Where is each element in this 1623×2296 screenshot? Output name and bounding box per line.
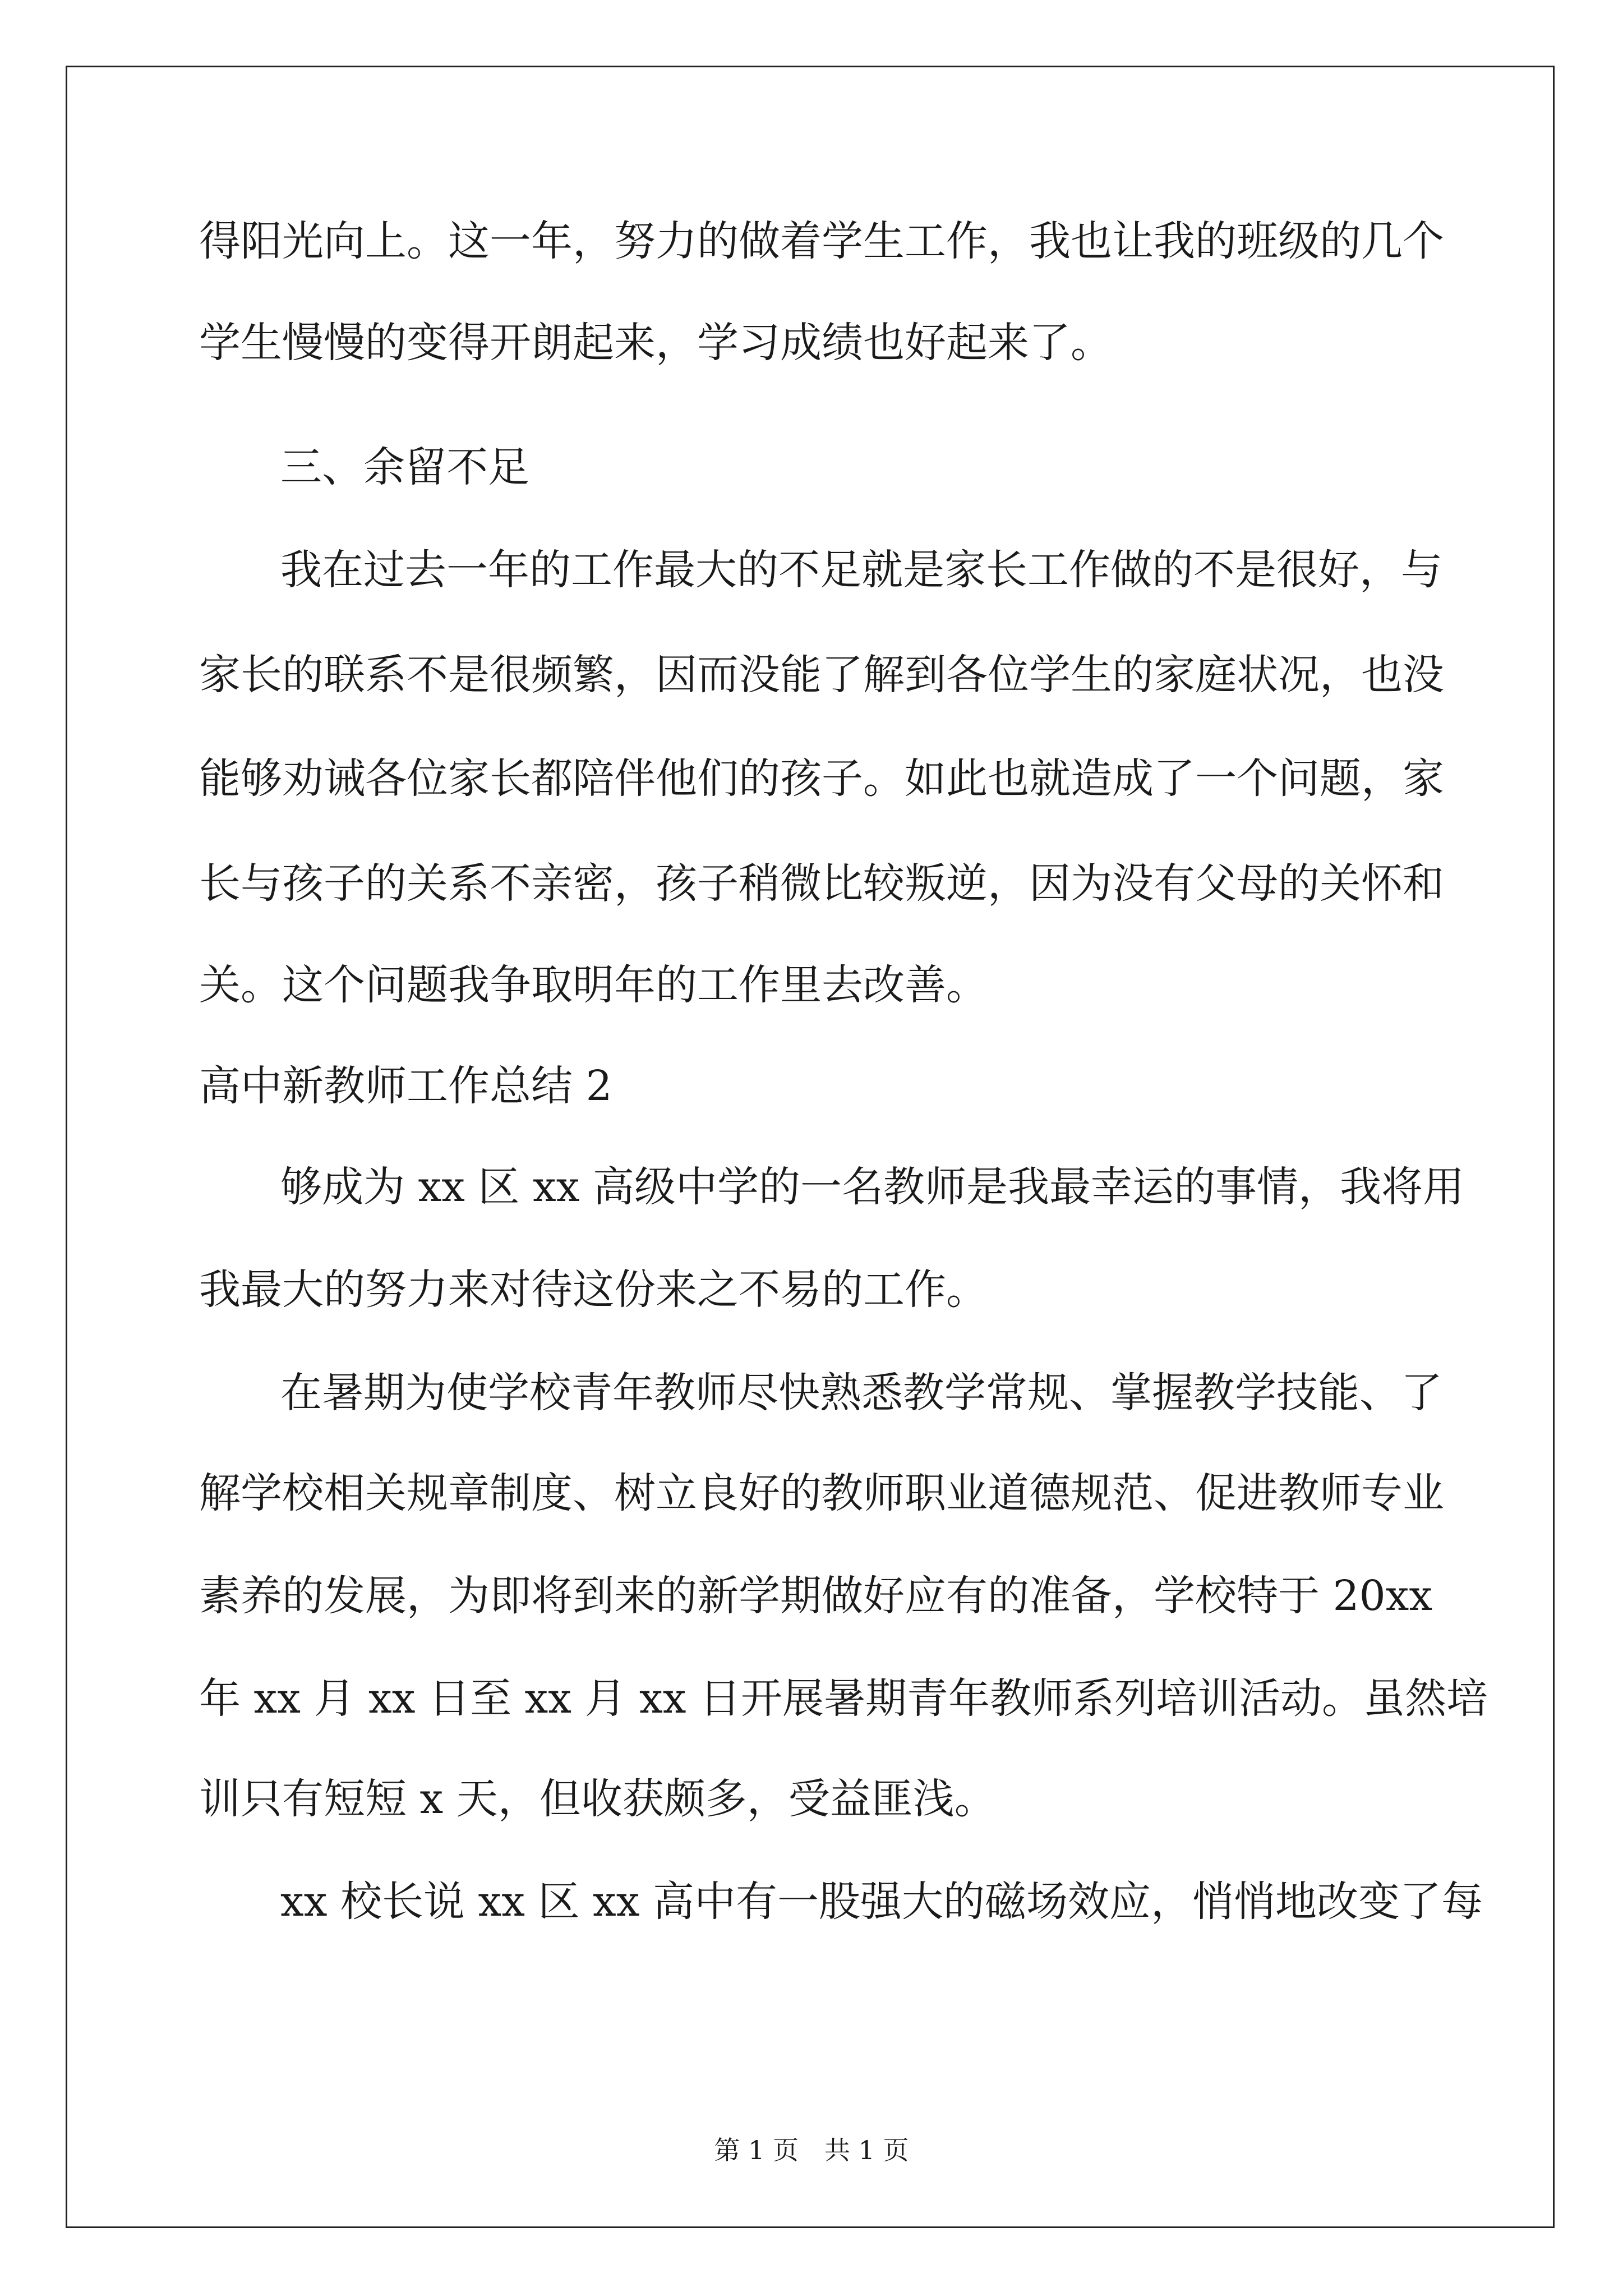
- text-line: 长与孩子的关系不亲密，孩子稍微比较叛逆，因为没有父母的关怀和: [199, 859, 1444, 908]
- text-line: 家长的联系不是很频繁，因而没能了解到各位学生的家庭状况，也没: [199, 651, 1444, 699]
- page-number-footer: 第 1 页 共 1 页: [714, 2135, 909, 2165]
- text-line: 在暑期为使学校青年教师尽快熟悉教学常规、掌握教学技能、了: [280, 1369, 1442, 1417]
- text-line: 关。这个问题我争取明年的工作里去改善。: [199, 961, 988, 1009]
- section-heading: 三、余留不足: [280, 443, 529, 491]
- text-line: 我在过去一年的工作最大的不足就是家长工作做的不是很好，与: [280, 546, 1442, 594]
- text-line: 能够劝诫各位家长都陪伴他们的孩子。如此也就造成了一个问题，家: [199, 754, 1444, 803]
- article-title: 高中新教师工作总结 2: [199, 1062, 612, 1110]
- text-line: 素养的发展，为即将到来的新学期做好应有的准备，学校特于 20xx: [199, 1572, 1433, 1620]
- text-line: 我最大的努力来对待这份来之不易的工作。: [199, 1266, 988, 1314]
- text-line: 学生慢慢的变得开朗起来，学习成绩也好起来了。: [199, 319, 1112, 367]
- text-line: 解学校相关规章制度、树立良好的教师职业道德规范、促进教师专业: [199, 1469, 1444, 1517]
- text-line: 年 xx 月 xx 日至 xx 月 xx 日开展暑期青年教师系列培训活动。虽然培: [199, 1674, 1488, 1723]
- text-line: 够成为 xx 区 xx 高级中学的一名教师是我最幸运的事情，我将用: [280, 1163, 1465, 1211]
- text-line: 训只有短短 x 天，但收获颇多，受益匪浅。: [199, 1775, 996, 1823]
- text-line: xx 校长说 xx 区 xx 高中有一股强大的磁场效应，悄悄地改变了每: [280, 1878, 1483, 1926]
- text-line: 得阳光向上。这一年，努力的做着学生工作，我也让我的班级的几个: [199, 217, 1444, 265]
